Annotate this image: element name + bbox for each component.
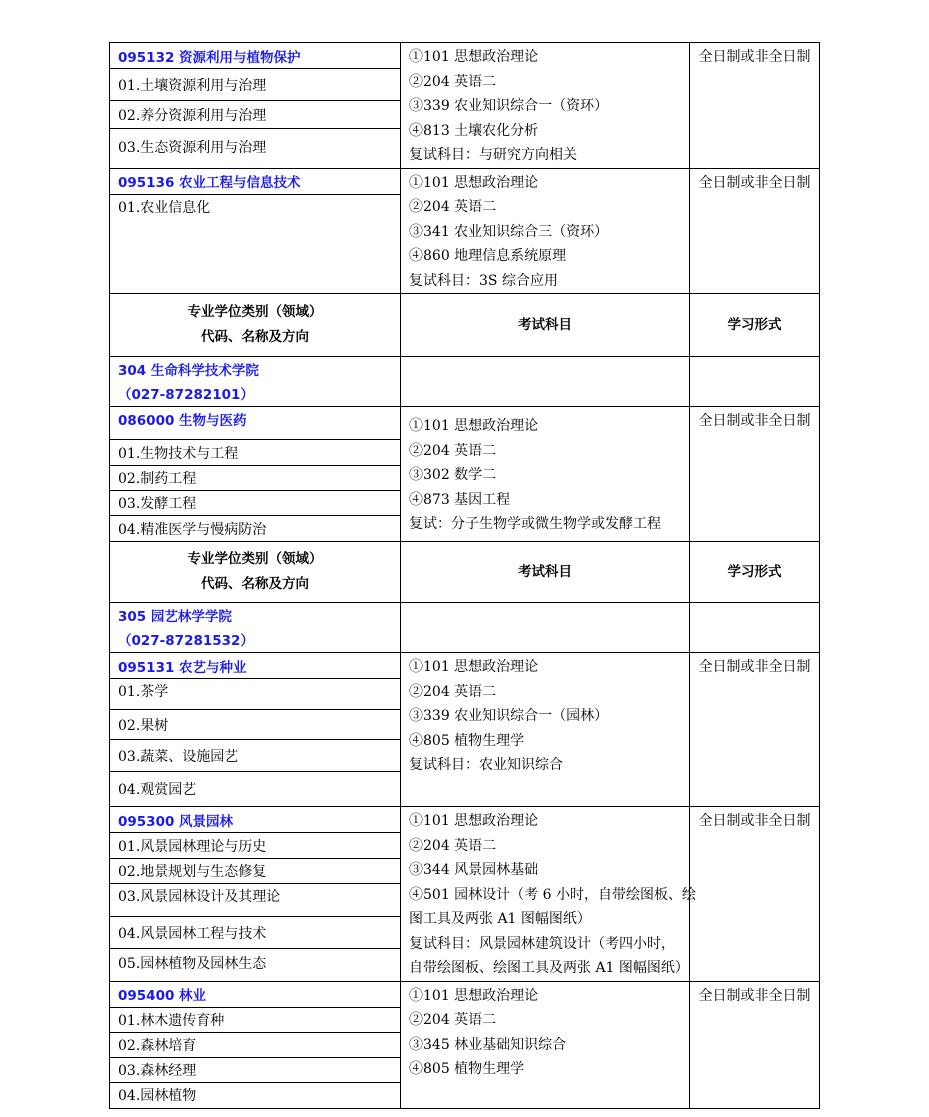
college-phone: （027-87281532） <box>118 633 254 649</box>
direction-item: 03.森林经理 <box>110 1058 400 1083</box>
direction-item: 01.风景园林理论与历史 <box>110 833 400 859</box>
exam-line: ①101 思想政治理论 <box>409 987 539 1004</box>
exam-line: ③339 农业知识综合一（资环） <box>409 98 609 114</box>
header-program-line1: 专业学位类别（领域） <box>187 304 323 320</box>
exam-line: ③302 数学二 <box>409 467 497 483</box>
program-directions <box>110 407 401 541</box>
direction-item: 01.农业信息化 <box>118 199 211 216</box>
college-mode-empty <box>690 603 819 652</box>
direction-item: 02.养分资源利用与治理 <box>110 101 400 129</box>
college-name: 304 生命科学技术学院 <box>118 363 259 379</box>
exam-line: ②204 英语二 <box>409 199 497 215</box>
exam-line: ③341 农业知识综合三（资环） <box>409 223 609 240</box>
college-row-305 <box>109 603 820 653</box>
exam-line: ②204 英语二 <box>409 837 497 854</box>
exam-line: ④860 地理信息系统原理 <box>409 248 567 264</box>
exam-line: 复试科目：3S 综合应用 <box>409 272 558 289</box>
program-section-095136 <box>109 169 820 295</box>
exam-line: 复试科目：风景园林建筑设计（考四小时， <box>409 935 675 952</box>
study-mode <box>690 982 819 1108</box>
study-mode <box>690 653 819 806</box>
direction-item: 04.风景园林工程与技术 <box>110 917 400 949</box>
study-mode <box>690 807 819 981</box>
program-directions <box>110 169 401 294</box>
direction-item: 01.土壤资源利用与治理 <box>110 69 400 101</box>
program-section-095400 <box>109 982 820 1109</box>
header-exams: 考试科目 <box>401 542 690 602</box>
table-header <box>109 542 820 603</box>
exam-line: ①101 思想政治理论 <box>409 174 539 191</box>
direction-item: 03.发酵工程 <box>110 491 400 516</box>
header-program-line2: 代码、名称及方向 <box>201 329 309 345</box>
study-mode <box>690 169 819 294</box>
header-program-line1: 专业学位类别（领域） <box>187 551 323 567</box>
direction-item: 04.园林植物 <box>118 1088 197 1104</box>
exam-line: ④873 基因工程 <box>409 491 511 508</box>
exam-line: ③339 农业知识综合一（园林） <box>409 708 609 724</box>
header-program <box>110 542 401 602</box>
exam-subjects <box>401 653 690 806</box>
header-mode: 学习形式 <box>727 563 782 580</box>
exam-line: ①101 思想政治理论 <box>409 418 539 434</box>
exam-line: ①101 思想政治理论 <box>409 49 539 65</box>
exam-line: ③344 风景园林基础 <box>409 862 539 878</box>
exam-line: ④813 土壤农化分析 <box>409 122 539 139</box>
program-section-095300 <box>109 807 820 982</box>
exam-line: ④805 植物生理学 <box>409 732 525 749</box>
direction-item: 01.林木遗传育种 <box>110 1008 400 1033</box>
college-phone: （027-87282101） <box>118 387 254 403</box>
header-program <box>110 294 401 356</box>
admission-table <box>109 42 820 1109</box>
exam-subjects <box>401 807 696 981</box>
exam-line: ④501 园林设计（考 6 小时，自带绘图板、绘 <box>409 886 696 903</box>
exam-line: ②204 英语二 <box>409 73 497 90</box>
header-program-line2: 代码、名称及方向 <box>201 576 309 592</box>
college-exams-empty <box>401 357 690 406</box>
exam-line: 复试科目：与研究方向相关 <box>409 147 577 163</box>
direction-item: 04.精准医学与慢病防治 <box>118 521 267 538</box>
table-header <box>109 294 820 357</box>
exam-line: ②204 英语二 <box>409 1012 497 1028</box>
study-mode-text: 全日制或非全日制 <box>698 659 811 675</box>
exam-line: ①101 思想政治理论 <box>409 659 539 675</box>
study-mode-text: 全日制或非全日制 <box>698 413 811 429</box>
college-mode-empty <box>690 357 819 406</box>
direction-item: 01.茶学 <box>110 679 400 710</box>
header-exams: 考试科目 <box>401 294 690 356</box>
direction-item: 03.蔬菜、设施园艺 <box>110 740 400 772</box>
exam-subjects <box>401 982 690 1108</box>
major-title: 095136 农业工程与信息技术 <box>110 169 400 195</box>
college-info <box>110 603 401 652</box>
major-title: 095132 资源利用与植物保护 <box>110 43 400 69</box>
major-title: 086000 生物与医药 <box>110 407 400 440</box>
study-mode-text: 全日制或非全日制 <box>698 813 811 829</box>
program-section-095131 <box>109 653 820 807</box>
header-mode: 学习形式 <box>727 316 782 333</box>
exam-line: ①101 思想政治理论 <box>409 813 539 829</box>
study-mode-text: 全日制或非全日制 <box>698 174 811 191</box>
program-directions <box>110 982 401 1108</box>
exam-line: 复试科目：农业知识综合 <box>409 757 563 773</box>
exam-line: 复试：分子生物学或微生物学或发酵工程 <box>409 516 661 532</box>
exam-subjects <box>401 407 690 541</box>
direction-item: 04.观赏园艺 <box>118 782 197 798</box>
program-section-086000 <box>109 407 820 542</box>
direction-item: 03.风景园林设计及其理论 <box>110 884 400 917</box>
direction-item: 02.地景规划与生态修复 <box>110 859 400 884</box>
program-directions <box>110 43 401 168</box>
exam-line: 图工具及两张 A1 图幅图纸） <box>409 911 591 927</box>
exam-line: ③345 林业基础知识综合 <box>409 1036 567 1053</box>
study-mode-text: 全日制或非全日制 <box>698 987 811 1004</box>
college-info <box>110 357 401 406</box>
program-section-095132 <box>109 42 820 169</box>
college-name: 305 园艺林学学院 <box>118 609 232 625</box>
direction-item: 02.果树 <box>110 710 400 740</box>
exam-line: ④805 植物生理学 <box>409 1061 525 1077</box>
direction-item: 03.生态资源利用与治理 <box>118 140 267 156</box>
exam-line: 自带绘图板、绘图工具及两张 A1 图幅图纸） <box>409 960 689 976</box>
study-mode <box>690 43 819 168</box>
major-title: 095131 农艺与种业 <box>110 653 400 679</box>
college-row-304 <box>109 357 820 407</box>
direction-item: 02.制药工程 <box>110 466 400 491</box>
program-directions <box>110 807 401 981</box>
direction-item: 02.森林培育 <box>110 1033 400 1058</box>
exam-subjects <box>401 43 690 168</box>
exam-line: ②204 英语二 <box>409 442 497 459</box>
college-exams-empty <box>401 603 690 652</box>
direction-item: 01.生物技术与工程 <box>110 440 400 466</box>
exam-line: ②204 英语二 <box>409 683 497 700</box>
direction-item: 05.园林植物及园林生态 <box>118 956 267 972</box>
major-title: 095400 林业 <box>110 982 400 1008</box>
program-directions <box>110 653 401 806</box>
study-mode <box>690 407 819 541</box>
study-mode-text: 全日制或非全日制 <box>698 49 811 65</box>
exam-subjects <box>401 169 690 294</box>
major-title: 095300 风景园林 <box>110 807 400 833</box>
